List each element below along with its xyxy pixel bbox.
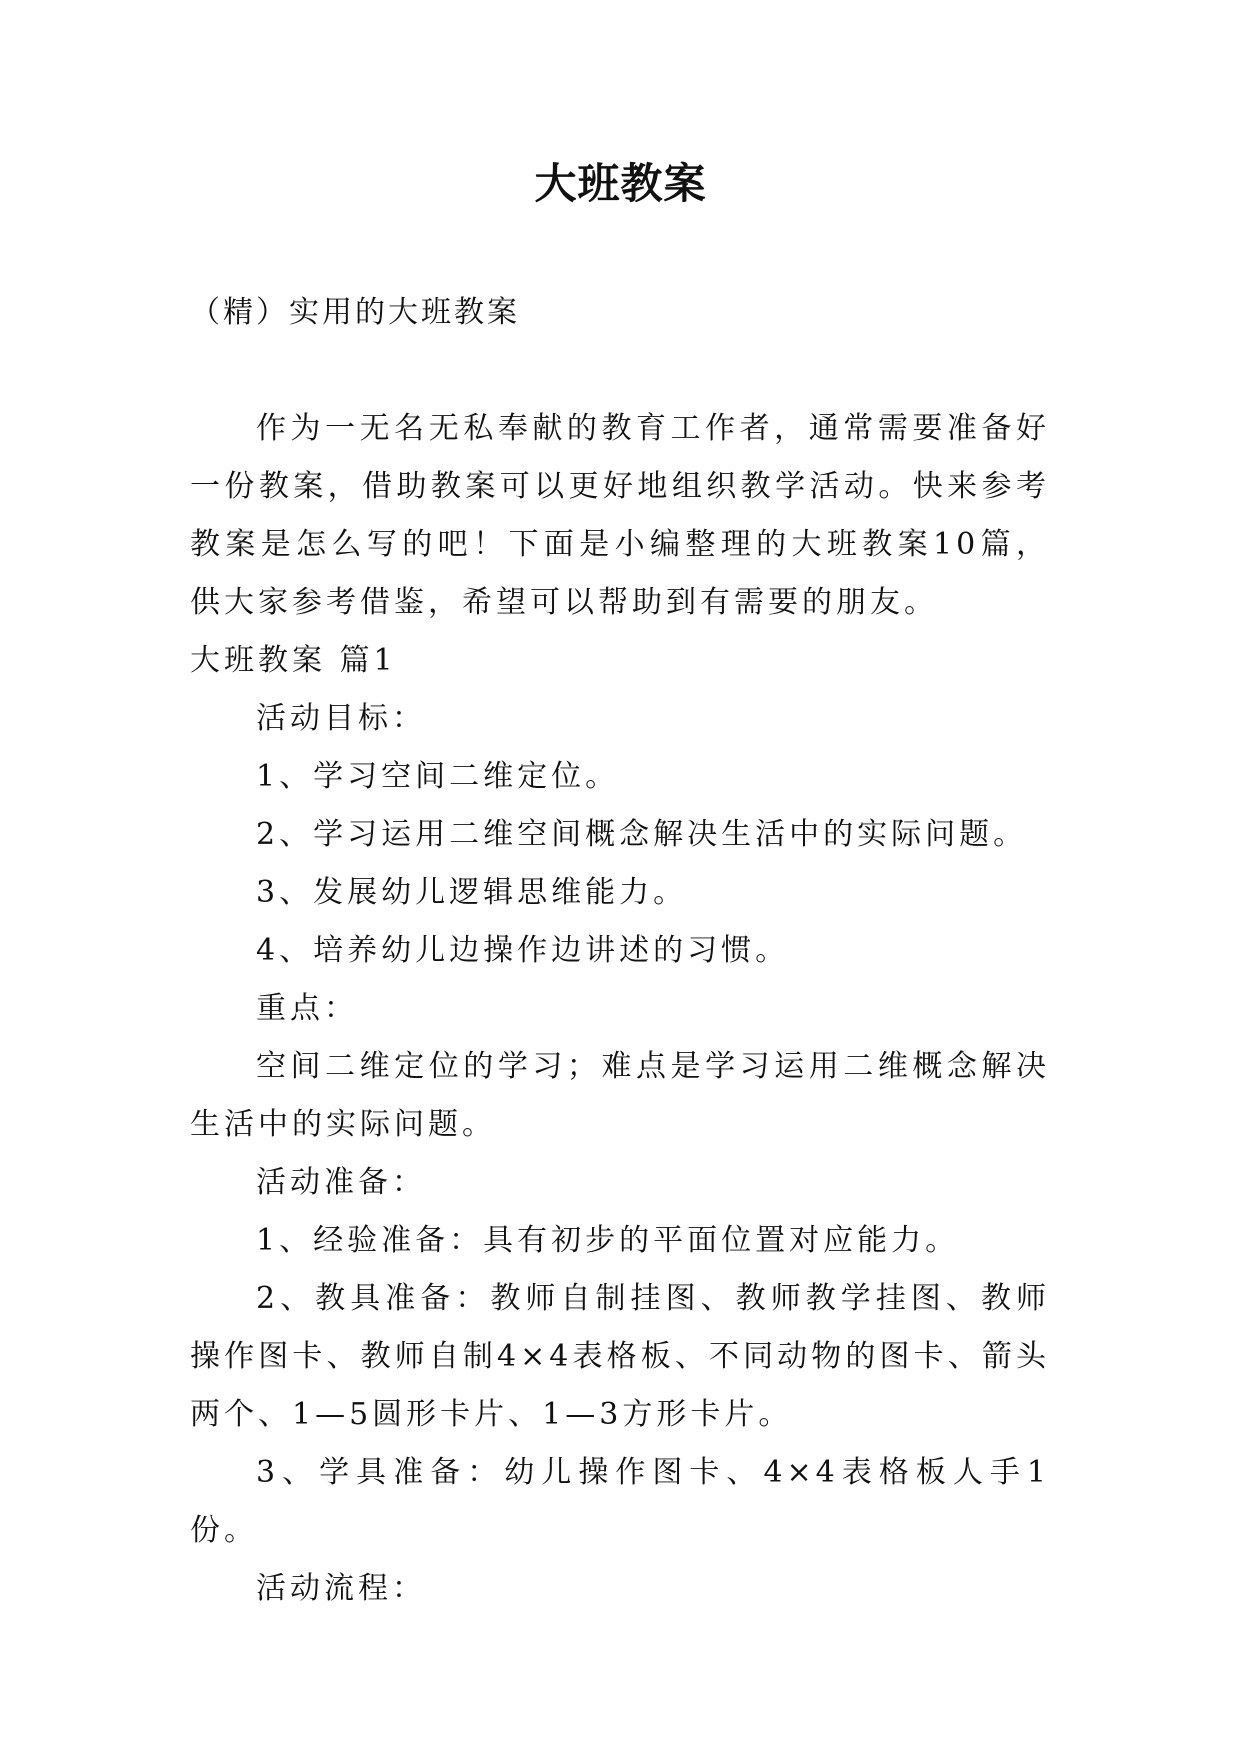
document-body bbox=[190, 400, 1050, 1618]
activity-goals-label: 活动目标： bbox=[256, 701, 426, 736]
prep-item: 2、教具准备：教师自制挂图、教师教学挂图、教师操作图卡、教师自制4×4表格板、不同动物的图卡、箭头两个、1—5圆形卡片、1—3方形卡片。 bbox=[190, 1281, 1050, 1432]
prep-item: 1、经验准备：具有初步的平面位置对应能力。 bbox=[256, 1223, 960, 1258]
key-points-label: 重点： bbox=[256, 991, 358, 1026]
goal-item: 4、培养幼儿边操作边讲述的习惯。 bbox=[256, 933, 790, 968]
section-heading: 大班教案 篇1 bbox=[190, 643, 397, 678]
activity-prep-label: 活动准备： bbox=[256, 1165, 426, 1200]
goal-item: 2、学习运用二维空间概念解决生活中的实际问题。 bbox=[256, 817, 1028, 852]
page-title: 大班教案 bbox=[534, 159, 707, 208]
prep-item: 3、学具准备：幼儿操作图卡、4×4表格板人手1份。 bbox=[190, 1455, 1050, 1548]
intro-paragraph: 作为一无名无私奉献的教育工作者，通常需要准备好一份教案，借助教案可以更好地组织教学活动。快来参考教案是怎么写的吧！下面是小编整理的大班教案10篇，供大家参考借鉴，希望可以帮助到有需要的朋友。 bbox=[190, 411, 1050, 620]
document-subtitle: （精）实用的大班教案 bbox=[190, 295, 520, 330]
goal-item: 1、学习空间二维定位。 bbox=[256, 759, 620, 794]
goal-item: 3、发展幼儿逻辑思维能力。 bbox=[256, 875, 688, 910]
key-points-text: 空间二维定位的学习；难点是学习运用二维概念解决生活中的实际问题。 bbox=[190, 1049, 1050, 1142]
activity-flow-label: 活动流程： bbox=[256, 1571, 426, 1606]
